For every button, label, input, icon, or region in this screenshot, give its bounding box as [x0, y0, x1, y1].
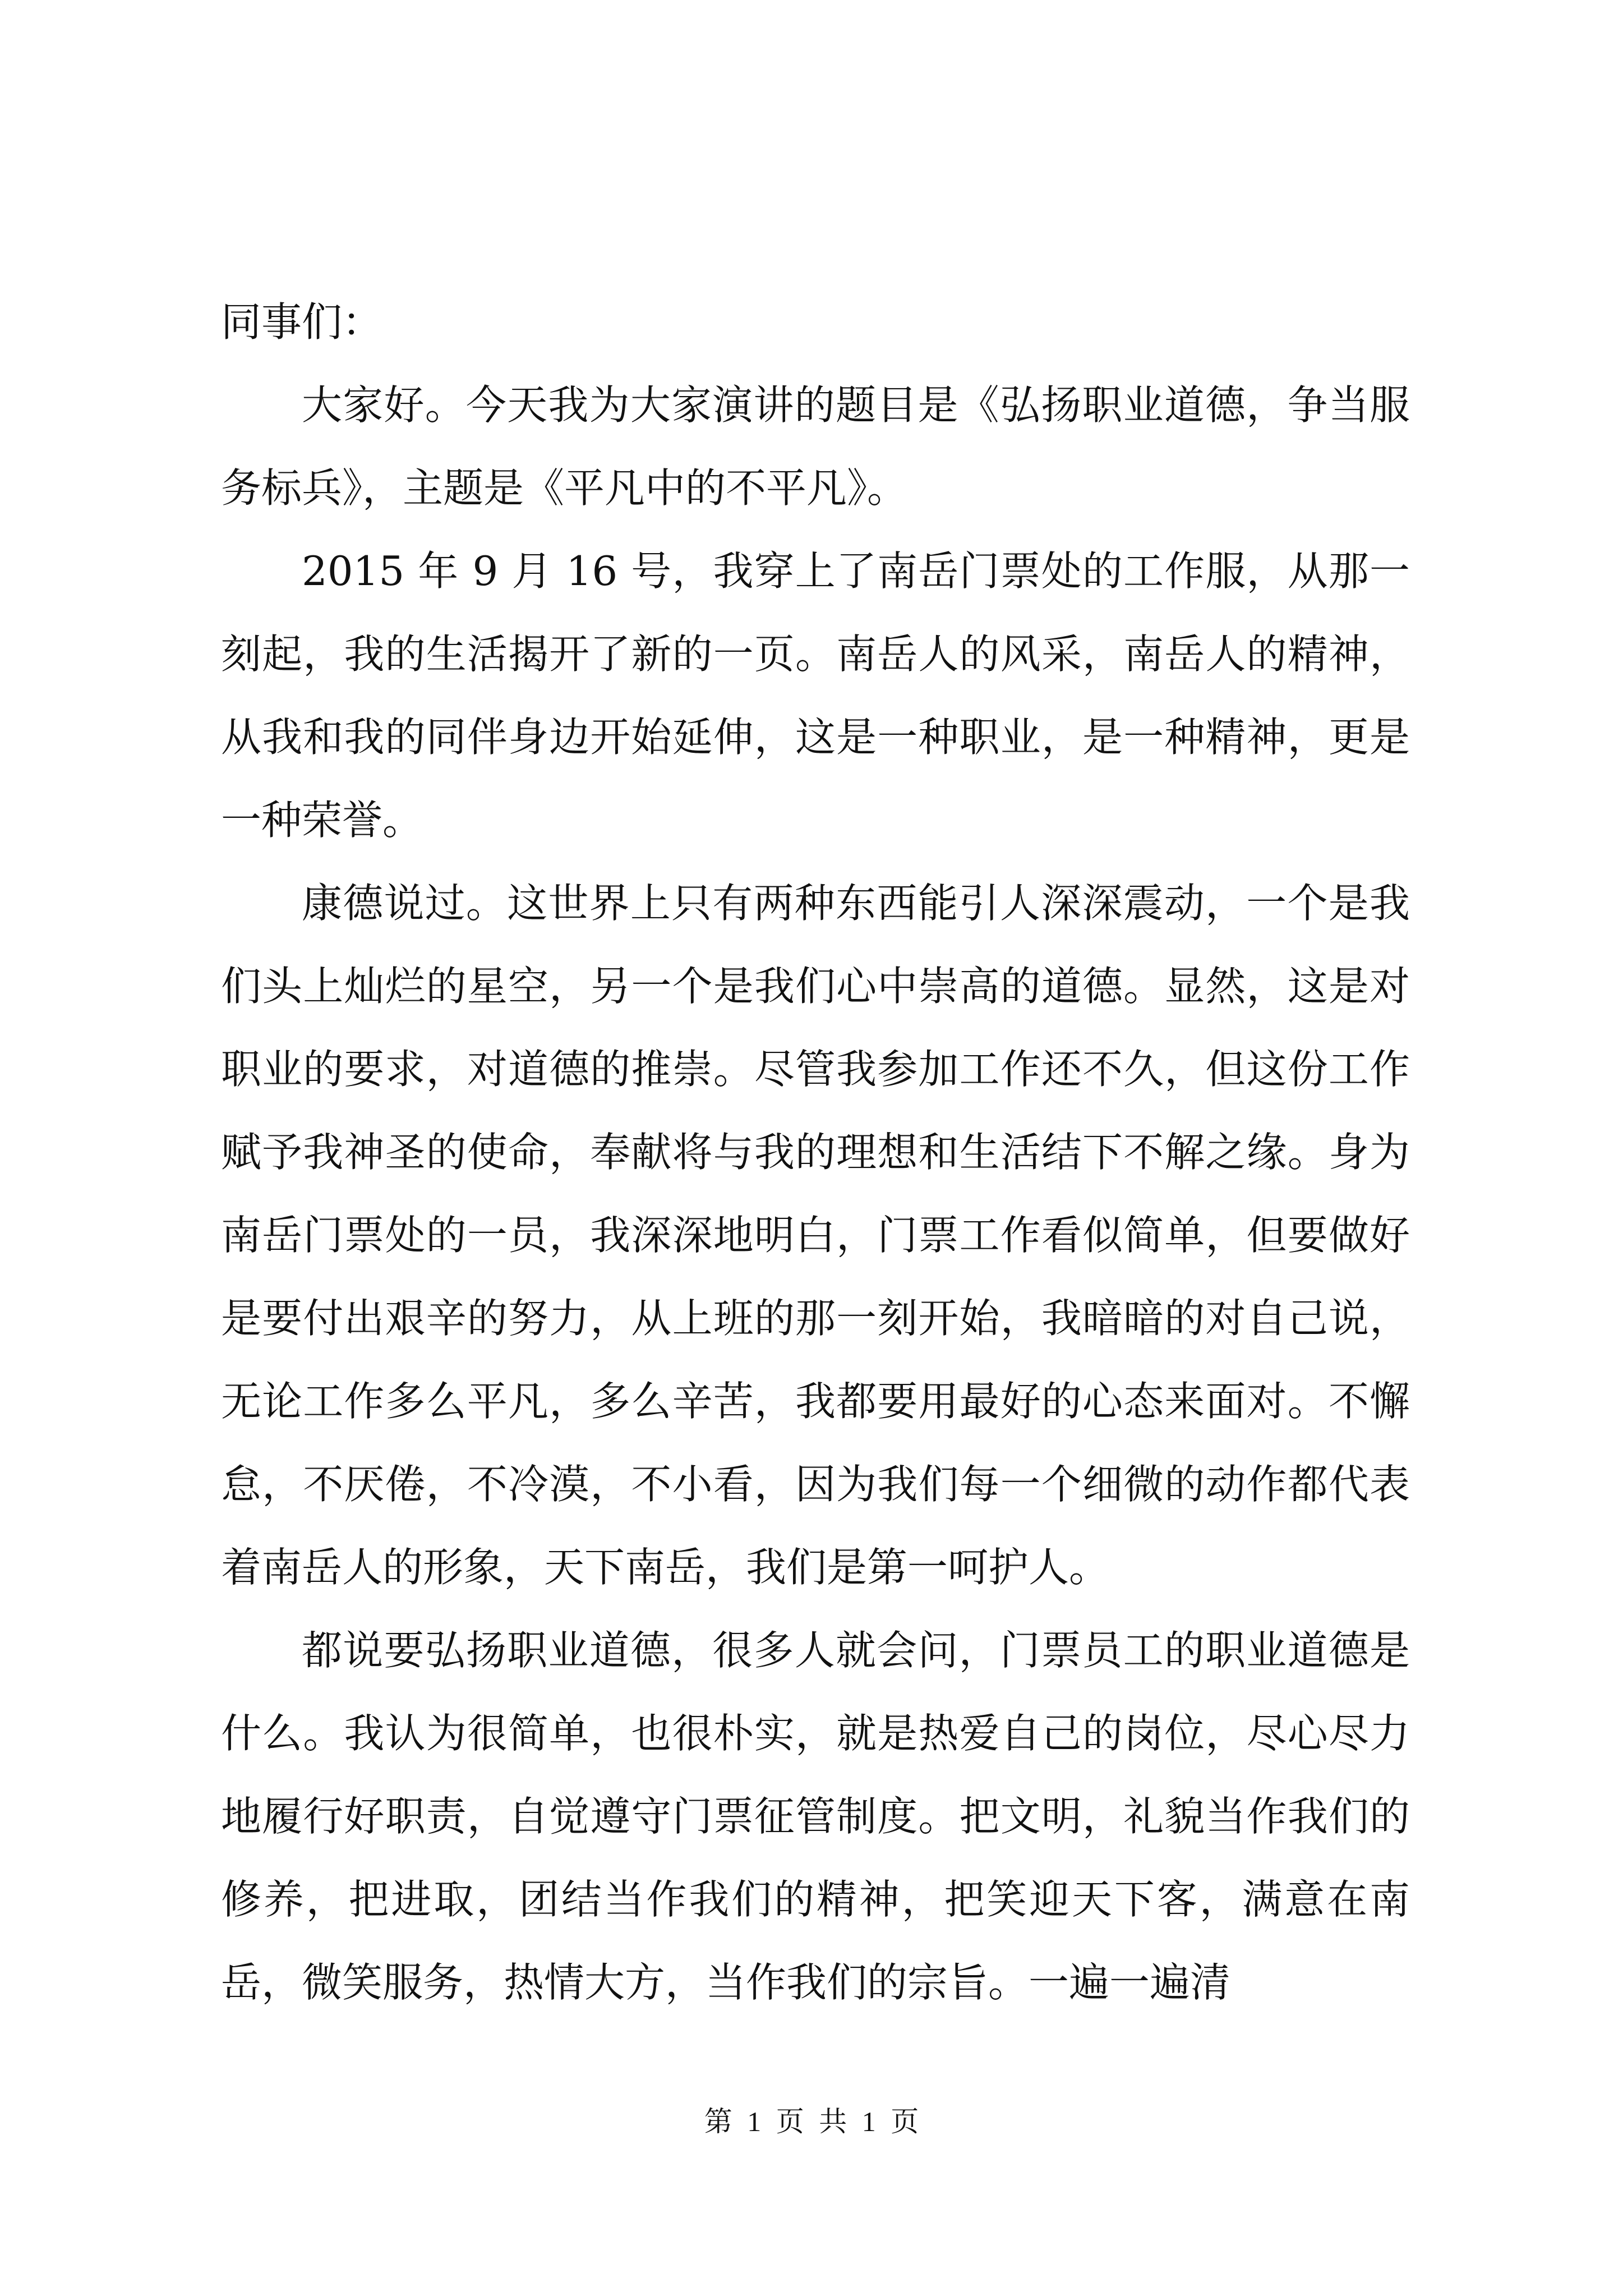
document-body: [221, 280, 1410, 2024]
page-footer: 第 1 页 共 1 页: [704, 2106, 919, 2137]
salutation: 同事们：: [221, 298, 383, 346]
paragraph-start-date: 2015 年 9 月 16 号，我穿上了南岳门票处的工作服，从那一刻起，我的生活揭开了新的一页。南岳人的风采，南岳人的精神，从我和我的同伴身边开始延伸，这是一种职业，是一种精神，更是一种荣誉。: [221, 547, 1410, 844]
paragraph-professional-ethics: 都说要弘扬职业道德，很多人就会问，门票员工的职业道德是什么。我认为很简单，也很朴实，就是热爱自己的岗位，尽心尽力地履行好职责，自觉遵守门票征管制度。把文明，礼貌当作我们的修养，把进取，团结当作我们的精神，把笑迎天下客，满意在南岳，微笑服务，热情大方，当作我们的宗旨。一遍一遍清: [221, 1627, 1410, 2006]
paragraph-greeting: 大家好。今天我为大家演讲的题目是《弘扬职业道德，争当服务标兵》，主题是《平凡中的不平凡》。: [221, 381, 1410, 512]
paragraph-kant-quote: 康德说过。这世界上只有两种东西能引人深深震动，一个是我们头上灿烂的星空，另一个是我们心中崇高的道德。显然，这是对职业的要求，对道德的推崇。尽管我参加工作还不久，但这份工作赋予我神圣的使命，奉献将与我的理想和生活结下不解之缘。身为南岳门票处的一员，我深深地明白，门票工作看似简单，但要做好是要付出艰辛的努力，从上班的那一刻开始，我暗暗的对自己说，无论工作多么平凡，多么辛苦，我都要用最好的心态来面对。不懈怠，不厌倦，不冷漠，不小看，因为我们每一个细微的动作都代表着南岳人的形象，天下南岳，我们是第一呵护人。: [221, 880, 1410, 1591]
